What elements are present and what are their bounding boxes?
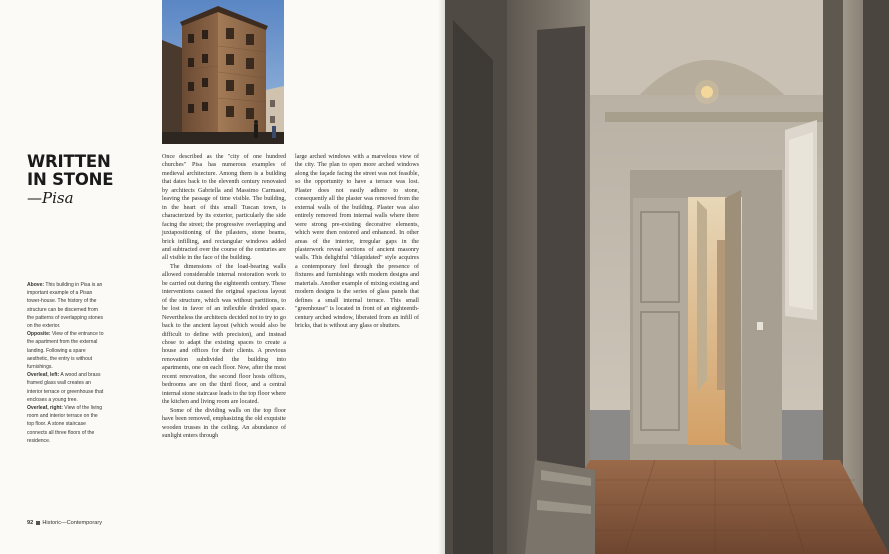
body-column-2 [295, 153, 419, 331]
section-name: Historic—Contemporary [42, 520, 103, 526]
body-column-1 [162, 153, 286, 440]
body-paragraph-1: Once described as the "city of one hundred churches" Pisa has numerous examples of medieval architecture. Among them is a building that dates back to the eleventh century renovated by architects Gabriella and Massimo Carmassi, leaving the passage of time visible. The building, in the heart of this small Tuscan town, is characterized by its exterior, particularly the side facing the street; the progressive overlapping and juxtapositioning of the pilasters, stone beams, brick infilling, and rectangular windows added and subtracted over the course of the centuries are all visible in the face of the building. [162, 154, 286, 262]
caption-label: Opposite: [27, 331, 51, 338]
body-paragraph-3: Some of the dividing walls on the top floor have been removed, emphasizing the old exquisite wooden trusses in the ceiling. An abundance of sunlight enters through [162, 407, 286, 439]
caption-text: A wood and brass framed glass wall creates an interior terrace or greenhouse that encloses a young tree. [27, 372, 104, 403]
article-title [27, 153, 157, 189]
title-line-2: IN STONE [27, 170, 114, 189]
interior-entrance-photo [445, 0, 889, 554]
caption-opposite [27, 330, 105, 371]
caption-text: View of the living room and interior terrace on the top floor. A stone staircase connects all three floors of the residence. [27, 405, 103, 444]
caption-label: Above: [27, 282, 45, 288]
body-paragraph-4: large arched windows with a marvelous view of the city. The plan to open more arched windows along the façade facing the street was not feasible, so the opportunity to have a terrace was lost. Plaster does not easily adhere to stone, consequently all the plaster was removed from the external walls of the building. Plaster was also entirely removed from internal walls where there were strong pre-existing decorative elements, which were then restored and enhanced. In other areas of the interior, irregular gaps in the plasterwork reveal sections of ancient masonry walls. This delightful "dilapidated" style acquires a contemporary feel through the presence of fixtures and furnishings with modern designs and materials. Another example of mixing existing and modern designs is the series of glass panels that defines a small internal terrace. This small "greenhouse" is located in front of an eighteenth-century arched window, liberated from an infill of bricks, that is without any glass or shutters. [295, 154, 419, 330]
page-number: 92 [27, 520, 34, 526]
caption-overleaf-left [27, 371, 105, 404]
article-subtitle: —Pisa [27, 189, 74, 207]
caption-text: This building in Pisa is an important example of a Pisan tower-house. The history of the structure can be discerned from the patterns of overlapping stones on the exterior. [27, 282, 104, 330]
title-line-1: WRITTEN [27, 152, 111, 171]
tower-house-photo [162, 0, 284, 144]
caption-text: View of the entrance to the apartment from the external landing. Following a spare aesthetic, the entry is without furnishings. [27, 331, 104, 371]
caption-label: Overleaf, left: [27, 372, 60, 379]
caption-label: Overleaf, right: [27, 405, 63, 412]
page-gutter-shadow [438, 0, 445, 554]
photo-captions [27, 281, 105, 445]
page-folio [27, 520, 102, 526]
body-paragraph-2: The dimensions of the load-bearing walls allowed considerable internal restoration work to be carried out during the eighteenth century. These interventions caused the original spacious layout of the structure, which was without partitions, to be lost in favor of an inflexible divided space. Nevertheless the architects decided not to try to go back to the ancient layout (which would also be difficult to define with precision), and instead chose to adapt the existing spaces to create a house and offices for their clients. A previous renovation subdivided the building into apartments, one on each floor. Now, after the most recent renovation, the second floor hosts offices, bedrooms are on the third floor, and a central internal stone staircase leads to the top floor where the kitchen and living room are located. [162, 263, 286, 406]
caption-overleaf-right [27, 404, 105, 445]
folio-square-icon [36, 521, 40, 525]
caption-above [27, 281, 105, 330]
